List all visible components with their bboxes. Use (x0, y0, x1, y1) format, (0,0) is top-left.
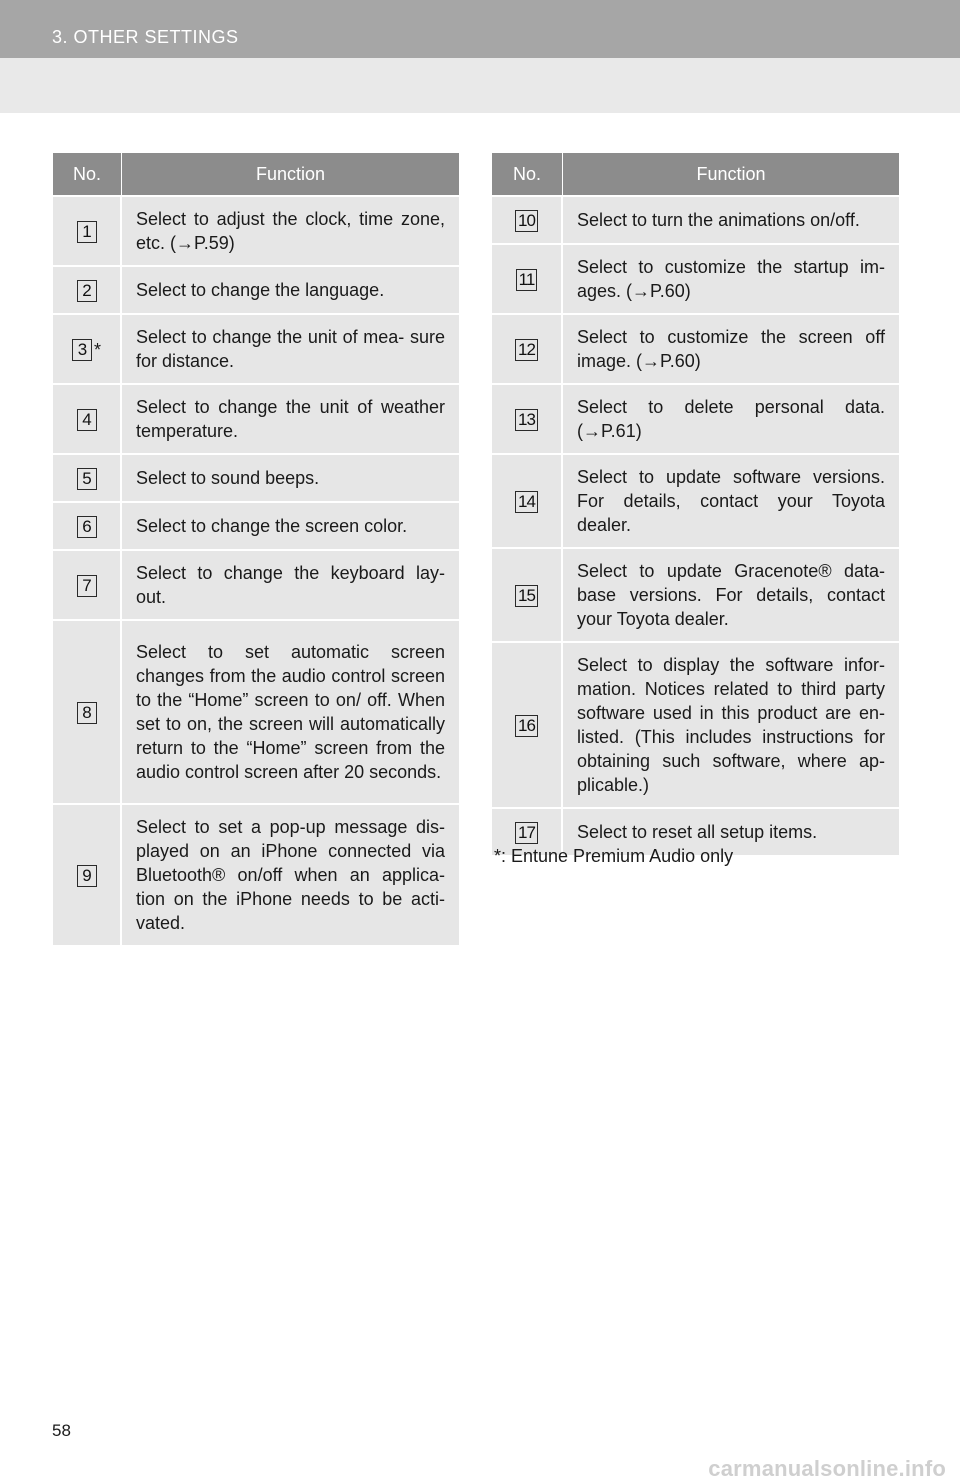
row-function-text: Select to adjust the clock, time zone, etc. (→P.59) (122, 197, 459, 267)
row-number-cell (492, 245, 563, 315)
row-number-cell (492, 385, 563, 455)
row-function-text: Select to reset all setup items. (563, 809, 899, 857)
section-title: 3. OTHER SETTINGS (52, 27, 239, 47)
row-function-text: Select to change the language. (122, 267, 459, 315)
item-number-badge: 13 (515, 409, 538, 431)
item-number-badge: 10 (515, 210, 538, 232)
item-number-badge: 4 (77, 409, 97, 431)
function-table-left (53, 153, 459, 947)
row-number-cell (492, 197, 563, 245)
item-number-badge: 16 (515, 715, 538, 737)
table-row (492, 455, 899, 549)
table-row (492, 315, 899, 385)
item-number-badge: 3 (72, 339, 92, 361)
item-number-badge: 8 (77, 702, 97, 724)
row-function-text: Select to update software versions. For details, contact your Toyota dealer. (563, 455, 899, 549)
item-number-badge: 6 (77, 516, 97, 538)
table-row (53, 551, 459, 621)
row-function-text: Select to update Gracenote® data- base versions. For details, contact your Toyota dealer. (563, 549, 899, 643)
row-function-text: Select to change the unit of weather temperature. (122, 385, 459, 455)
footnote-marker: * (93, 339, 101, 360)
table-row (492, 197, 899, 245)
item-number-badge: 12 (515, 339, 538, 361)
row-number-cell (53, 621, 122, 805)
item-number-badge: 14 (515, 491, 538, 513)
row-number-cell (53, 805, 122, 947)
function-table-right (492, 153, 899, 857)
row-function-text: Select to change the keyboard lay- out. (122, 551, 459, 621)
table-row (53, 197, 459, 267)
table-row (492, 643, 899, 809)
column-header-no: No. (53, 153, 122, 197)
table-row (53, 455, 459, 503)
row-function-text: Select to set automatic screen changes from the audio control screen to the “Home” screen to on/ off. When set to on, the screen will automatically return to the “Home” screen from the audio control screen after 20 seconds. (122, 621, 459, 805)
table-row (53, 621, 459, 805)
footnote: *: Entune Premium Audio only (494, 846, 734, 866)
table-row (53, 267, 459, 315)
row-number-cell (53, 551, 122, 621)
item-number-badge: 9 (77, 865, 97, 887)
row-function-text: Select to delete personal data. (→P.61) (563, 385, 899, 455)
row-number-cell (492, 549, 563, 643)
table-row (492, 245, 899, 315)
page-number: 58 (52, 1421, 71, 1440)
row-function-text: Select to turn the animations on/off. (563, 197, 899, 245)
item-number-badge: 11 (516, 269, 538, 291)
column-header-no: No. (492, 153, 563, 197)
item-number-badge: 15 (515, 585, 538, 607)
table-row (492, 385, 899, 455)
row-number-cell (53, 455, 122, 503)
table-row (53, 315, 459, 385)
row-number-cell (53, 267, 122, 315)
item-number-badge: 7 (77, 575, 97, 597)
item-number-badge: 5 (77, 468, 97, 490)
column-header-function: Function (122, 153, 459, 197)
row-number-cell (53, 503, 122, 551)
row-function-text: Select to set a pop-up message dis- played on an iPhone connected via Bluetooth® on/off when an applica- tion on the iPhone needs to be acti- vated. (122, 805, 459, 947)
table-row (53, 503, 459, 551)
row-number-cell (53, 315, 122, 385)
page-header-band (0, 0, 960, 58)
row-number-cell (492, 315, 563, 385)
table-row (492, 549, 899, 643)
row-function-text: Select to change the unit of mea- sure for distance. (122, 315, 459, 385)
row-number-cell (492, 455, 563, 549)
row-function-text: Select to display the software infor- mation. Notices related to third party software used in this product are en- listed. (This includes instructions for obtaining such software, where ap- plicable.) (563, 643, 899, 809)
table-row (53, 805, 459, 947)
row-function-text: Select to change the screen color. (122, 503, 459, 551)
table-row (53, 385, 459, 455)
column-header-function: Function (563, 153, 899, 197)
row-function-text: Select to customize the screen off image. (→P.60) (563, 315, 899, 385)
page-header-subband (0, 58, 960, 113)
row-function-text: Select to customize the startup im- ages. (→P.60) (563, 245, 899, 315)
row-number-cell (53, 197, 122, 267)
watermark-text: carmanualsonline.info (708, 1456, 946, 1481)
row-function-text: Select to sound beeps. (122, 455, 459, 503)
row-number-cell (492, 643, 563, 809)
item-number-badge: 1 (77, 221, 97, 243)
row-number-cell (53, 385, 122, 455)
item-number-badge: 2 (77, 280, 97, 302)
item-number-badge: 17 (515, 822, 538, 844)
